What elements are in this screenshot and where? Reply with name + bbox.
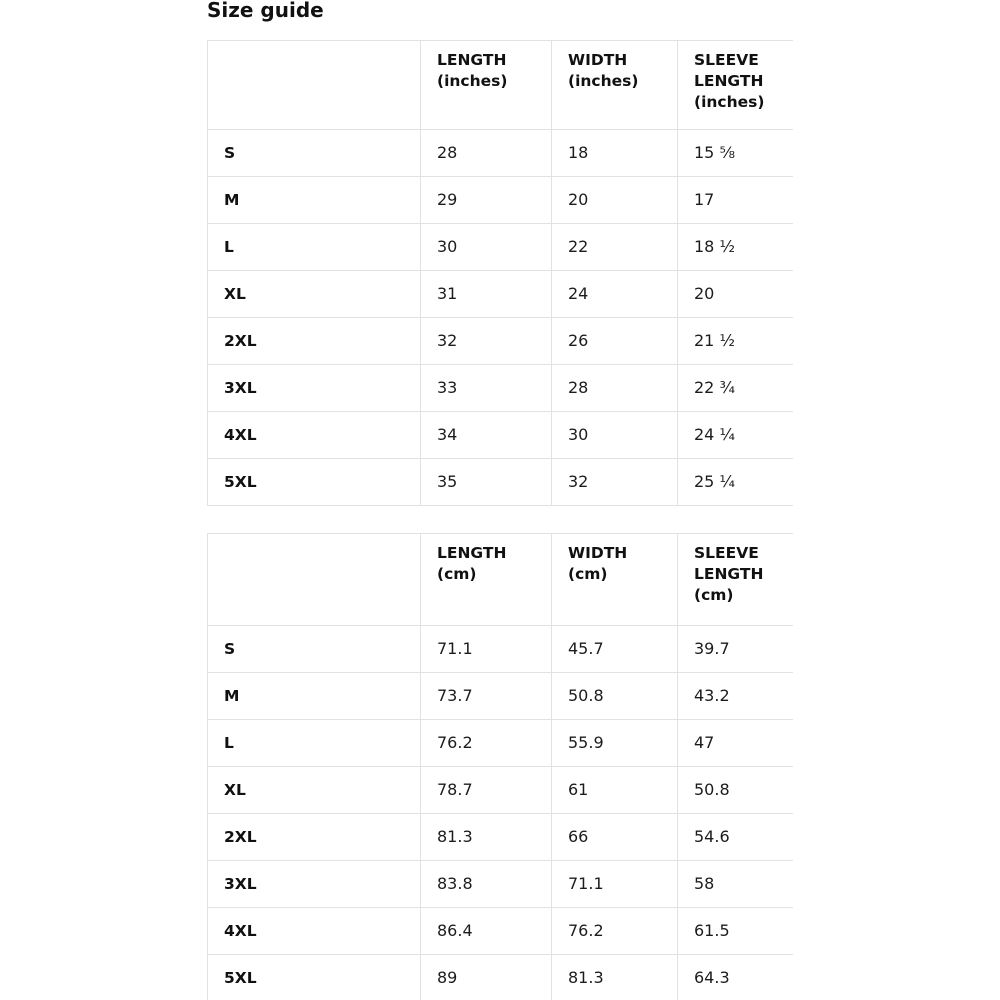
measurement-value: 31	[421, 271, 552, 318]
measurement-value: 78.7	[421, 767, 552, 814]
measurement-value: 89	[421, 955, 552, 1000]
header-row	[208, 41, 794, 130]
measurement-value: 30	[421, 224, 552, 271]
size-label: 2XL	[208, 318, 421, 365]
measurement-value: 47	[678, 720, 794, 767]
size-label: 5XL	[208, 955, 421, 1000]
table-row	[208, 720, 794, 767]
measurement-value: 81.3	[421, 814, 552, 861]
measurement-value: 20	[552, 177, 678, 224]
measurement-value: 20	[678, 271, 794, 318]
measurement-value: 73.7	[421, 673, 552, 720]
measurement-value: 58	[678, 861, 794, 908]
size-label: XL	[208, 767, 421, 814]
measurement-value: 76.2	[421, 720, 552, 767]
page-title: Size guide	[207, 0, 324, 22]
measurement-value: 43.2	[678, 673, 794, 720]
table-row	[208, 908, 794, 955]
column-header: WIDTH (inches)	[552, 41, 678, 130]
size-label: 3XL	[208, 365, 421, 412]
header-row	[208, 534, 794, 626]
measurement-value: 28	[421, 130, 552, 177]
column-header: LENGTH (cm)	[421, 534, 552, 626]
column-header: SLEEVE LENGTH (inches)	[678, 41, 794, 130]
table-row	[208, 955, 794, 1000]
measurement-value: 54.6	[678, 814, 794, 861]
size-label: L	[208, 720, 421, 767]
measurement-value: 28	[552, 365, 678, 412]
size-label: M	[208, 673, 421, 720]
measurement-value: 61.5	[678, 908, 794, 955]
measurement-value: 45.7	[552, 626, 678, 673]
table-row	[208, 318, 794, 365]
measurement-value: 50.8	[552, 673, 678, 720]
size-label: M	[208, 177, 421, 224]
size-guide-section	[207, 0, 793, 1000]
table-row	[208, 177, 794, 224]
table-row	[208, 673, 794, 720]
measurement-value: 34	[421, 412, 552, 459]
size-label: 5XL	[208, 459, 421, 506]
measurement-value: 26	[552, 318, 678, 365]
measurement-value: 17	[678, 177, 794, 224]
measurement-value: 18	[552, 130, 678, 177]
column-header: SLEEVE LENGTH (cm)	[678, 534, 794, 626]
column-header: LENGTH (inches)	[421, 41, 552, 130]
measurement-value: 50.8	[678, 767, 794, 814]
size-table-inches	[207, 40, 793, 506]
measurement-value: 71.1	[421, 626, 552, 673]
measurement-value: 76.2	[552, 908, 678, 955]
measurement-value: 30	[552, 412, 678, 459]
table-row	[208, 767, 794, 814]
table-row	[208, 412, 794, 459]
measurement-value: 29	[421, 177, 552, 224]
size-label: S	[208, 626, 421, 673]
measurement-value: 66	[552, 814, 678, 861]
measurement-value: 25 ¼	[678, 459, 794, 506]
measurement-value: 39.7	[678, 626, 794, 673]
size-label: 2XL	[208, 814, 421, 861]
measurement-value: 71.1	[552, 861, 678, 908]
measurement-value: 22	[552, 224, 678, 271]
measurement-value: 61	[552, 767, 678, 814]
measurement-value: 81.3	[552, 955, 678, 1000]
size-label: 3XL	[208, 861, 421, 908]
measurement-value: 32	[421, 318, 552, 365]
size-table-cm-wrap	[207, 533, 793, 1000]
corner-cell	[208, 41, 421, 130]
measurement-value: 24	[552, 271, 678, 318]
size-label: L	[208, 224, 421, 271]
size-table-cm	[207, 533, 793, 1000]
table-row	[208, 459, 794, 506]
measurement-value: 35	[421, 459, 552, 506]
measurement-value: 64.3	[678, 955, 794, 1000]
column-header: WIDTH (cm)	[552, 534, 678, 626]
table-row	[208, 814, 794, 861]
measurement-value: 86.4	[421, 908, 552, 955]
size-label: S	[208, 130, 421, 177]
measurement-value: 22 ¾	[678, 365, 794, 412]
measurement-value: 32	[552, 459, 678, 506]
measurement-value: 24 ¼	[678, 412, 794, 459]
table-row	[208, 365, 794, 412]
table-row	[208, 130, 794, 177]
measurement-value: 18 ½	[678, 224, 794, 271]
size-label: 4XL	[208, 908, 421, 955]
table-row	[208, 626, 794, 673]
measurement-value: 83.8	[421, 861, 552, 908]
measurement-value: 55.9	[552, 720, 678, 767]
table-row	[208, 224, 794, 271]
measurement-value: 15 ⅝	[678, 130, 794, 177]
corner-cell	[208, 534, 421, 626]
size-table-inches-wrap	[207, 40, 793, 506]
size-label: XL	[208, 271, 421, 318]
size-label: 4XL	[208, 412, 421, 459]
table-row	[208, 271, 794, 318]
measurement-value: 33	[421, 365, 552, 412]
table-row	[208, 861, 794, 908]
measurement-value: 21 ½	[678, 318, 794, 365]
